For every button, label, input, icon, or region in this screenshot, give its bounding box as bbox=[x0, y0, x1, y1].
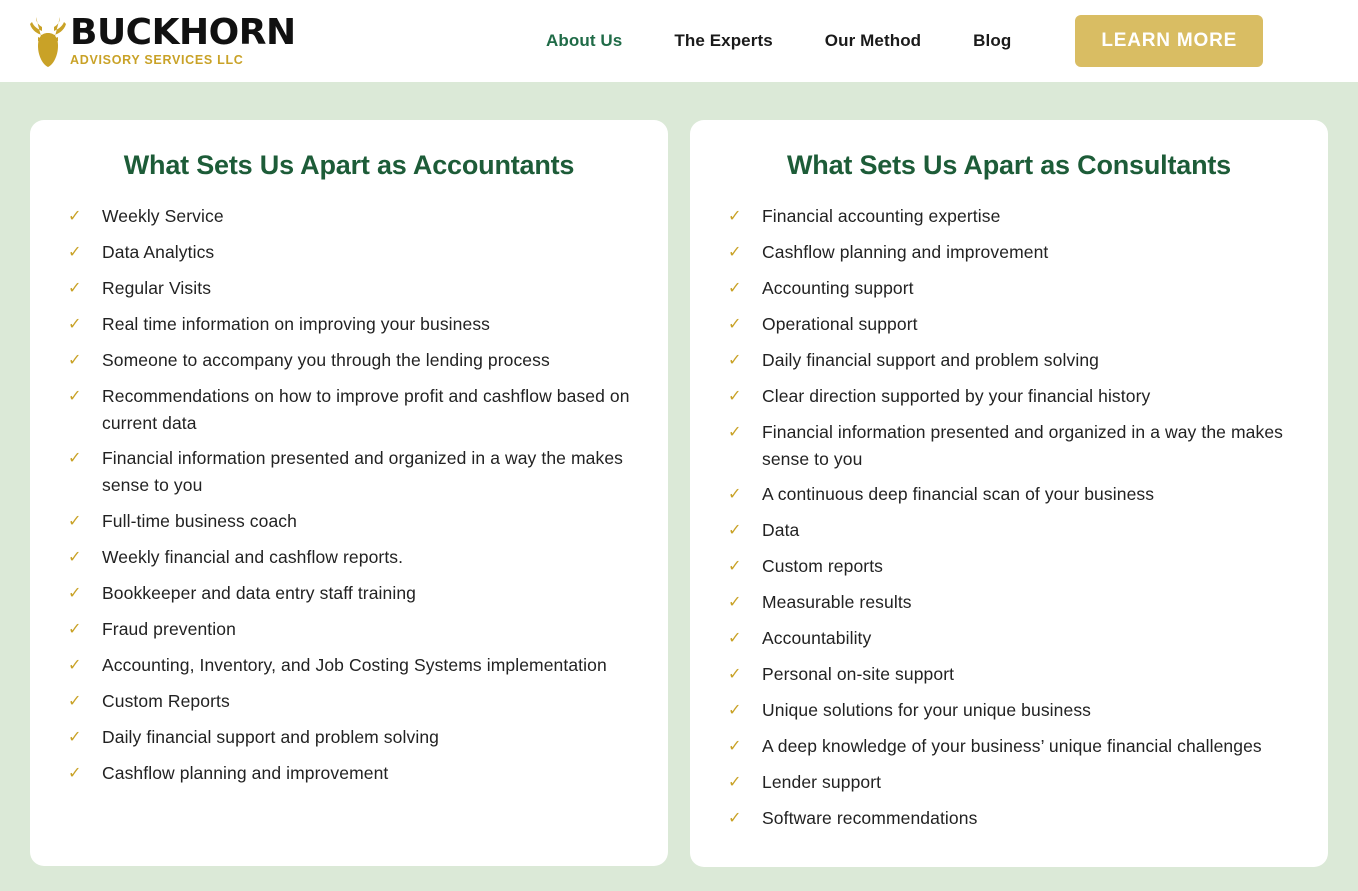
list-item-label: Clear direction supported by your financial history bbox=[762, 386, 1151, 406]
list-item bbox=[56, 508, 642, 536]
list-item bbox=[716, 481, 1302, 509]
nav-item-the-experts[interactable]: The Experts bbox=[674, 31, 773, 50]
list-item-label: Full-time business coach bbox=[102, 510, 297, 531]
list-item bbox=[716, 697, 1302, 725]
check-icon: ✓ bbox=[728, 666, 742, 684]
check-icon: ✓ bbox=[728, 522, 742, 540]
logo-main-text: BUCKHORN bbox=[70, 12, 296, 54]
consultants-list bbox=[716, 203, 1302, 833]
check-icon: ✓ bbox=[68, 548, 82, 566]
check-icon: ✓ bbox=[728, 424, 742, 441]
list-item-label: Measurable results bbox=[762, 592, 912, 613]
check-icon: ✓ bbox=[728, 594, 742, 612]
check-icon: ✓ bbox=[728, 208, 742, 225]
list-item-label: Accountability bbox=[762, 628, 872, 649]
list-item-label: Software recommendations bbox=[762, 808, 978, 829]
list-item bbox=[716, 553, 1302, 581]
list-item-label: Lender support bbox=[762, 772, 882, 793]
list-item bbox=[56, 203, 642, 231]
check-icon: ✓ bbox=[68, 352, 82, 369]
check-icon: ✓ bbox=[728, 630, 742, 648]
check-icon: ✓ bbox=[728, 774, 742, 792]
check-icon: ✓ bbox=[728, 810, 742, 828]
list-item bbox=[716, 383, 1302, 411]
list-item bbox=[56, 544, 642, 572]
list-item bbox=[716, 661, 1302, 689]
list-item-label: Daily financial support and problem solving bbox=[102, 726, 439, 747]
list-item-label: Fraud prevention bbox=[102, 618, 236, 639]
list-item-label: Weekly Service bbox=[102, 206, 224, 226]
check-icon: ✓ bbox=[68, 244, 82, 261]
list-item bbox=[716, 239, 1302, 267]
list-item-label: Custom Reports bbox=[102, 690, 230, 711]
list-item-label: Financial information presented and organized in a way the makes sense to you bbox=[762, 422, 1284, 470]
list-item-label: Regular Visits bbox=[102, 278, 212, 298]
list-item-label: Unique solutions for your unique business bbox=[762, 700, 1092, 721]
check-icon: ✓ bbox=[68, 316, 82, 333]
list-item bbox=[56, 383, 642, 437]
list-item bbox=[56, 688, 642, 716]
nav-item-our-method[interactable]: Our Method bbox=[824, 31, 922, 50]
nav-item-about-us[interactable]: About Us bbox=[546, 31, 623, 50]
list-item bbox=[716, 419, 1302, 473]
check-icon: ✓ bbox=[68, 728, 82, 746]
list-item bbox=[716, 517, 1302, 545]
list-item-label: Data bbox=[762, 520, 800, 541]
content-band bbox=[0, 82, 1358, 891]
check-icon: ✓ bbox=[728, 738, 742, 756]
list-item-label: A deep knowledge of your business’ unique financial challenges bbox=[762, 736, 1262, 757]
list-item-label: Weekly financial and cashflow reports. bbox=[102, 546, 404, 567]
check-icon: ✓ bbox=[728, 702, 742, 720]
check-icon: ✓ bbox=[68, 280, 82, 297]
list-item-label: Financial information presented and organized in a way the makes sense to you bbox=[102, 448, 624, 496]
list-item bbox=[716, 311, 1302, 339]
list-item-label: Real time information on improving your business bbox=[102, 314, 491, 334]
list-item bbox=[716, 589, 1302, 617]
list-item-label: Recommendations on how to improve profit and cashflow based on current data bbox=[102, 386, 630, 434]
list-item-label: A continuous deep financial scan of your business bbox=[762, 484, 1155, 505]
card-accountants-title: What Sets Us Apart as Accountants bbox=[123, 150, 575, 180]
list-item-label: Cashflow planning and improvement bbox=[762, 242, 1049, 262]
list-item-label: Operational support bbox=[762, 314, 918, 334]
list-item-label: Accounting support bbox=[762, 278, 914, 298]
check-icon: ✓ bbox=[68, 208, 82, 225]
check-icon: ✓ bbox=[728, 280, 742, 297]
list-item bbox=[716, 347, 1302, 375]
check-icon: ✓ bbox=[68, 692, 82, 710]
check-icon: ✓ bbox=[68, 450, 82, 468]
logo-wordmark bbox=[70, 12, 296, 68]
check-icon: ✓ bbox=[68, 584, 82, 602]
main-navigation bbox=[520, 31, 1037, 51]
list-item bbox=[56, 616, 642, 644]
list-item bbox=[716, 805, 1302, 833]
list-item-label: Someone to accompany you through the lending process bbox=[102, 350, 550, 370]
list-item bbox=[56, 239, 642, 267]
list-item bbox=[56, 275, 642, 303]
check-icon: ✓ bbox=[68, 388, 82, 405]
check-icon: ✓ bbox=[68, 620, 82, 638]
list-item-label: Accounting, Inventory, and Job Costing Systems implementation bbox=[102, 654, 607, 675]
card-accountants bbox=[30, 120, 668, 866]
list-item bbox=[716, 203, 1302, 231]
list-item bbox=[56, 760, 642, 788]
list-item-label: Bookkeeper and data entry staff training bbox=[102, 582, 417, 603]
check-icon: ✓ bbox=[68, 656, 82, 674]
learn-more-button[interactable]: LEARN MORE bbox=[1075, 15, 1263, 67]
card-consultants-title: What Sets Us Apart as Consultants bbox=[787, 150, 1231, 180]
check-icon: ✓ bbox=[728, 352, 742, 369]
deer-head-icon bbox=[30, 15, 66, 67]
list-item-label: Data Analytics bbox=[102, 242, 215, 262]
list-item bbox=[56, 580, 642, 608]
list-item bbox=[56, 445, 642, 499]
logo-sub-text: ADVISORY SERVICES LLC bbox=[70, 53, 244, 68]
accountants-list bbox=[56, 203, 642, 788]
list-item bbox=[56, 311, 642, 339]
site-header bbox=[0, 0, 1358, 82]
check-icon: ✓ bbox=[68, 764, 82, 782]
list-item bbox=[716, 769, 1302, 797]
list-item bbox=[56, 347, 642, 375]
check-icon: ✓ bbox=[728, 486, 742, 504]
list-item bbox=[716, 275, 1302, 303]
check-icon: ✓ bbox=[68, 512, 82, 530]
list-item bbox=[716, 625, 1302, 653]
check-icon: ✓ bbox=[728, 244, 742, 261]
check-icon: ✓ bbox=[728, 388, 742, 405]
check-icon: ✓ bbox=[728, 316, 742, 333]
site-logo[interactable] bbox=[30, 10, 296, 72]
list-item-label: Custom reports bbox=[762, 556, 884, 577]
list-item bbox=[56, 724, 642, 752]
list-item-label: Personal on-site support bbox=[762, 664, 955, 685]
check-icon: ✓ bbox=[728, 558, 742, 576]
list-item-label: Cashflow planning and improvement bbox=[102, 762, 389, 783]
list-item bbox=[56, 652, 642, 680]
list-item bbox=[716, 733, 1302, 761]
list-item-label: Daily financial support and problem solving bbox=[762, 350, 1099, 370]
card-consultants bbox=[690, 120, 1328, 867]
nav-item-blog[interactable]: Blog bbox=[973, 31, 1012, 50]
list-item-label: Financial accounting expertise bbox=[762, 206, 1001, 226]
